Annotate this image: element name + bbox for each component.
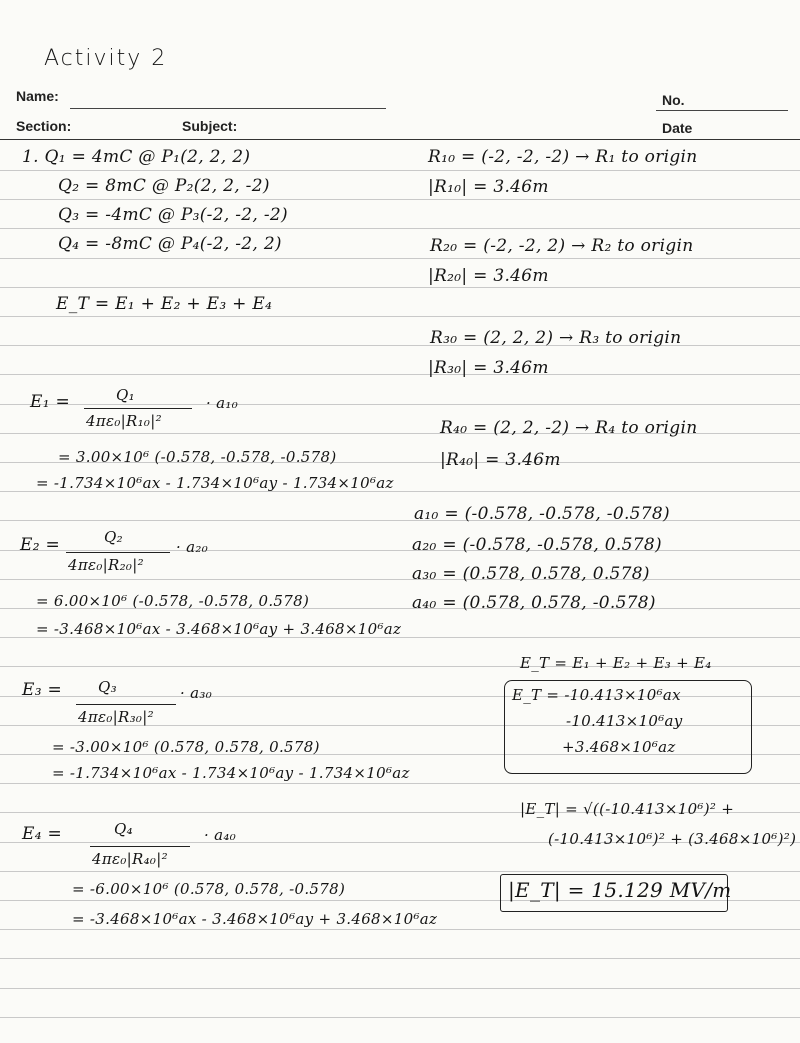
- e1-numerator: Q₁: [116, 386, 135, 404]
- unit-vector-a10: a₁₀ = (-0.578, -0.578, -0.578): [414, 504, 670, 524]
- e3-denominator: 4πε₀|R₃₀|²: [78, 708, 154, 726]
- magnitude-result: |E_T| = 15.129 MV/m: [508, 878, 732, 902]
- e1-line2: = 3.00×10⁶ (-0.578, -0.578, -0.578): [58, 448, 337, 466]
- section-label: Section:: [16, 118, 72, 134]
- e4-line3: = -3.468×10⁶ax - 3.468×10⁶ay + 3.468×10⁶az: [72, 910, 438, 928]
- ruled-line: [0, 871, 800, 872]
- magnitude-line2: (-10.413×10⁶)² + (3.468×10⁶)²): [548, 830, 797, 848]
- e2-line2: = 6.00×10⁶ (-0.578, -0.578, 0.578): [36, 592, 310, 610]
- no-line: [656, 110, 788, 111]
- ruled-line: [0, 258, 800, 259]
- e2-fraction-bar: [66, 552, 170, 553]
- subject-label: Subject:: [182, 118, 238, 134]
- e3-line3: = -1.734×10⁶ax - 1.734×10⁶ay - 1.734×10⁶az: [52, 764, 410, 782]
- unit-vector-a30: a₃₀ = (0.578, 0.578, 0.578): [412, 564, 650, 584]
- ruled-line: [0, 1017, 800, 1018]
- e3-fraction-bar: [76, 704, 176, 705]
- e4-line2: = -6.00×10⁶ (0.578, 0.578, -0.578): [72, 880, 346, 898]
- r2-vector: R₂₀ = (-2, -2, 2) → R₂ to origin: [430, 236, 694, 256]
- total-line2: -10.413×10⁶ay: [566, 712, 683, 730]
- e1-fraction-bar: [84, 408, 192, 409]
- e2-lhs: E₂ =: [20, 535, 61, 555]
- e2-numerator: Q₂: [104, 528, 123, 546]
- e4-fraction-bar: [90, 846, 190, 847]
- activity-title: Activity 2: [44, 46, 168, 71]
- unit-vector-a40: a₄₀ = (0.578, 0.578, -0.578): [412, 593, 656, 613]
- name-label: Name:: [16, 88, 59, 104]
- ruled-line: [0, 783, 800, 784]
- ruled-line: [0, 520, 800, 521]
- e1-line3: = -1.734×10⁶ax - 1.734×10⁶ay - 1.734×10⁶az: [36, 474, 394, 492]
- ruled-line: [0, 579, 800, 580]
- r4-magnitude: |R₄₀| = 3.46m: [440, 450, 561, 470]
- ruled-line: [0, 988, 800, 989]
- charge-q2: Q₂ = 8mC @ P₂(2, 2, -2): [58, 176, 270, 196]
- e2-line3: = -3.468×10⁶ax - 3.468×10⁶ay + 3.468×10⁶az: [36, 620, 402, 638]
- charge-q4: Q₄ = -8mC @ P₄(-2, -2, 2): [58, 234, 282, 254]
- header-rule: [0, 139, 800, 140]
- total-line3: +3.468×10⁶az: [562, 738, 676, 756]
- r3-vector: R₃₀ = (2, 2, 2) → R₃ to origin: [430, 328, 682, 348]
- date-label: Date: [662, 120, 693, 136]
- e1-denominator: 4πε₀|R₁₀|²: [86, 412, 162, 430]
- ruled-line: [0, 958, 800, 959]
- e3-numerator: Q₃: [98, 678, 117, 696]
- total-line1: E_T = -10.413×10⁶ax: [512, 686, 681, 704]
- e4-numerator: Q₄: [114, 820, 133, 838]
- e4-denominator: 4πε₀|R₄₀|²: [92, 850, 168, 868]
- r1-vector: R₁₀ = (-2, -2, -2) → R₁ to origin: [428, 147, 698, 167]
- ruled-line: [0, 929, 800, 930]
- ruled-line: [0, 374, 800, 375]
- e3-line2: = -3.00×10⁶ (0.578, 0.578, 0.578): [52, 738, 320, 756]
- e1-unit-dot: · a₁₀: [206, 394, 239, 412]
- ruled-line: [0, 550, 800, 551]
- ef-sum: E_T = E₁ + E₂ + E₃ + E₄: [56, 294, 273, 314]
- e3-lhs: E₃ =: [22, 680, 63, 700]
- r4-vector: R₄₀ = (2, 2, -2) → R₄ to origin: [440, 418, 698, 438]
- e4-lhs: E₄ =: [22, 824, 63, 844]
- ruled-line: [0, 199, 800, 200]
- charge-q1: 1. Q₁ = 4mC @ P₁(2, 2, 2): [22, 147, 251, 167]
- name-line: [70, 108, 386, 109]
- magnitude-line1: |E_T| = √((-10.413×10⁶)² +: [520, 800, 735, 818]
- ruled-line: [0, 404, 800, 405]
- e4-unit-dot: · a₄₀: [204, 826, 237, 844]
- ruled-line: [0, 287, 800, 288]
- e3-unit-dot: · a₃₀: [180, 684, 213, 702]
- e2-denominator: 4πε₀|R₂₀|²: [68, 556, 144, 574]
- r3-magnitude: |R₃₀| = 3.46m: [428, 358, 549, 378]
- r1-magnitude: |R₁₀| = 3.46m: [428, 177, 549, 197]
- unit-vector-a20: a₂₀ = (-0.578, -0.578, 0.578): [412, 535, 662, 555]
- no-label: No.: [662, 92, 685, 108]
- charge-q3: Q₃ = -4mC @ P₃(-2, -2, -2): [58, 205, 288, 225]
- r2-magnitude: |R₂₀| = 3.46m: [428, 266, 549, 286]
- e2-unit-dot: · a₂₀: [176, 538, 209, 556]
- total-sum: E_T = E₁ + E₂ + E₃ + E₄: [520, 654, 712, 672]
- ruled-line: [0, 170, 800, 171]
- ruled-line: [0, 316, 800, 317]
- ruled-line: [0, 228, 800, 229]
- e1-lhs: E₁ =: [30, 392, 71, 412]
